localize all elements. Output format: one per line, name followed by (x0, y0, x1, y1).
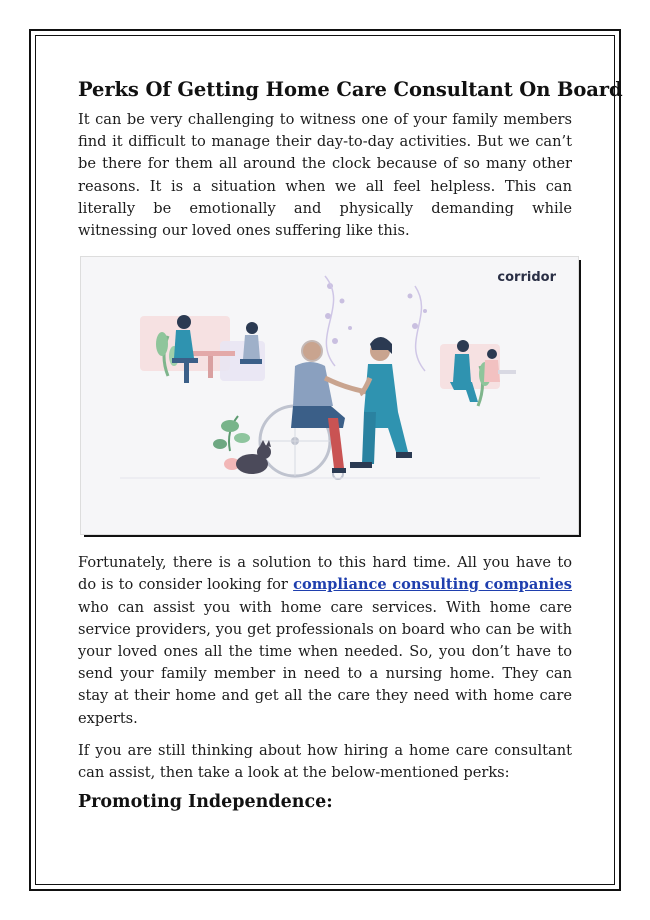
article-title: Perks Of Getting Home Care Consultant On Board (78, 78, 623, 101)
care-scene-svg (80, 256, 577, 533)
compliance-consulting-link[interactable]: compliance consulting companies (293, 576, 572, 594)
section-heading-independence: Promoting Independence: (78, 792, 333, 813)
intro-paragraph: It can be very challenging to witness one of your family members find it difficult to manage their day-to-day activities. But we can’t be there for them all around the clock because of so many other reasons. It is a situation when we all feel helpless. This can literally be emotionally and physically demanding while witnessing our loved ones suffering like this. (78, 111, 572, 240)
perks-intro-paragraph: If you are still thinking about how hiring a home care consultant can assist, then take a look at the below-mentioned perks: (78, 741, 572, 782)
home-care-illustration (80, 256, 582, 538)
solution-text-end: who can assist you with home care services. With home care service providers, you get professionals on board who can be with your loved ones all the time when needed. So, you don’t have to send your family member in need to a nursing home. They can stay at their home and get all the care they need with home care experts. (78, 598, 572, 727)
article (78, 78, 623, 813)
solution-text-start: Fortunately, there is a solution to this hard time. All you have to do is to consider looking for (78, 554, 572, 594)
corridor-logo: corridor (497, 270, 556, 286)
solution-paragraph (78, 552, 572, 730)
